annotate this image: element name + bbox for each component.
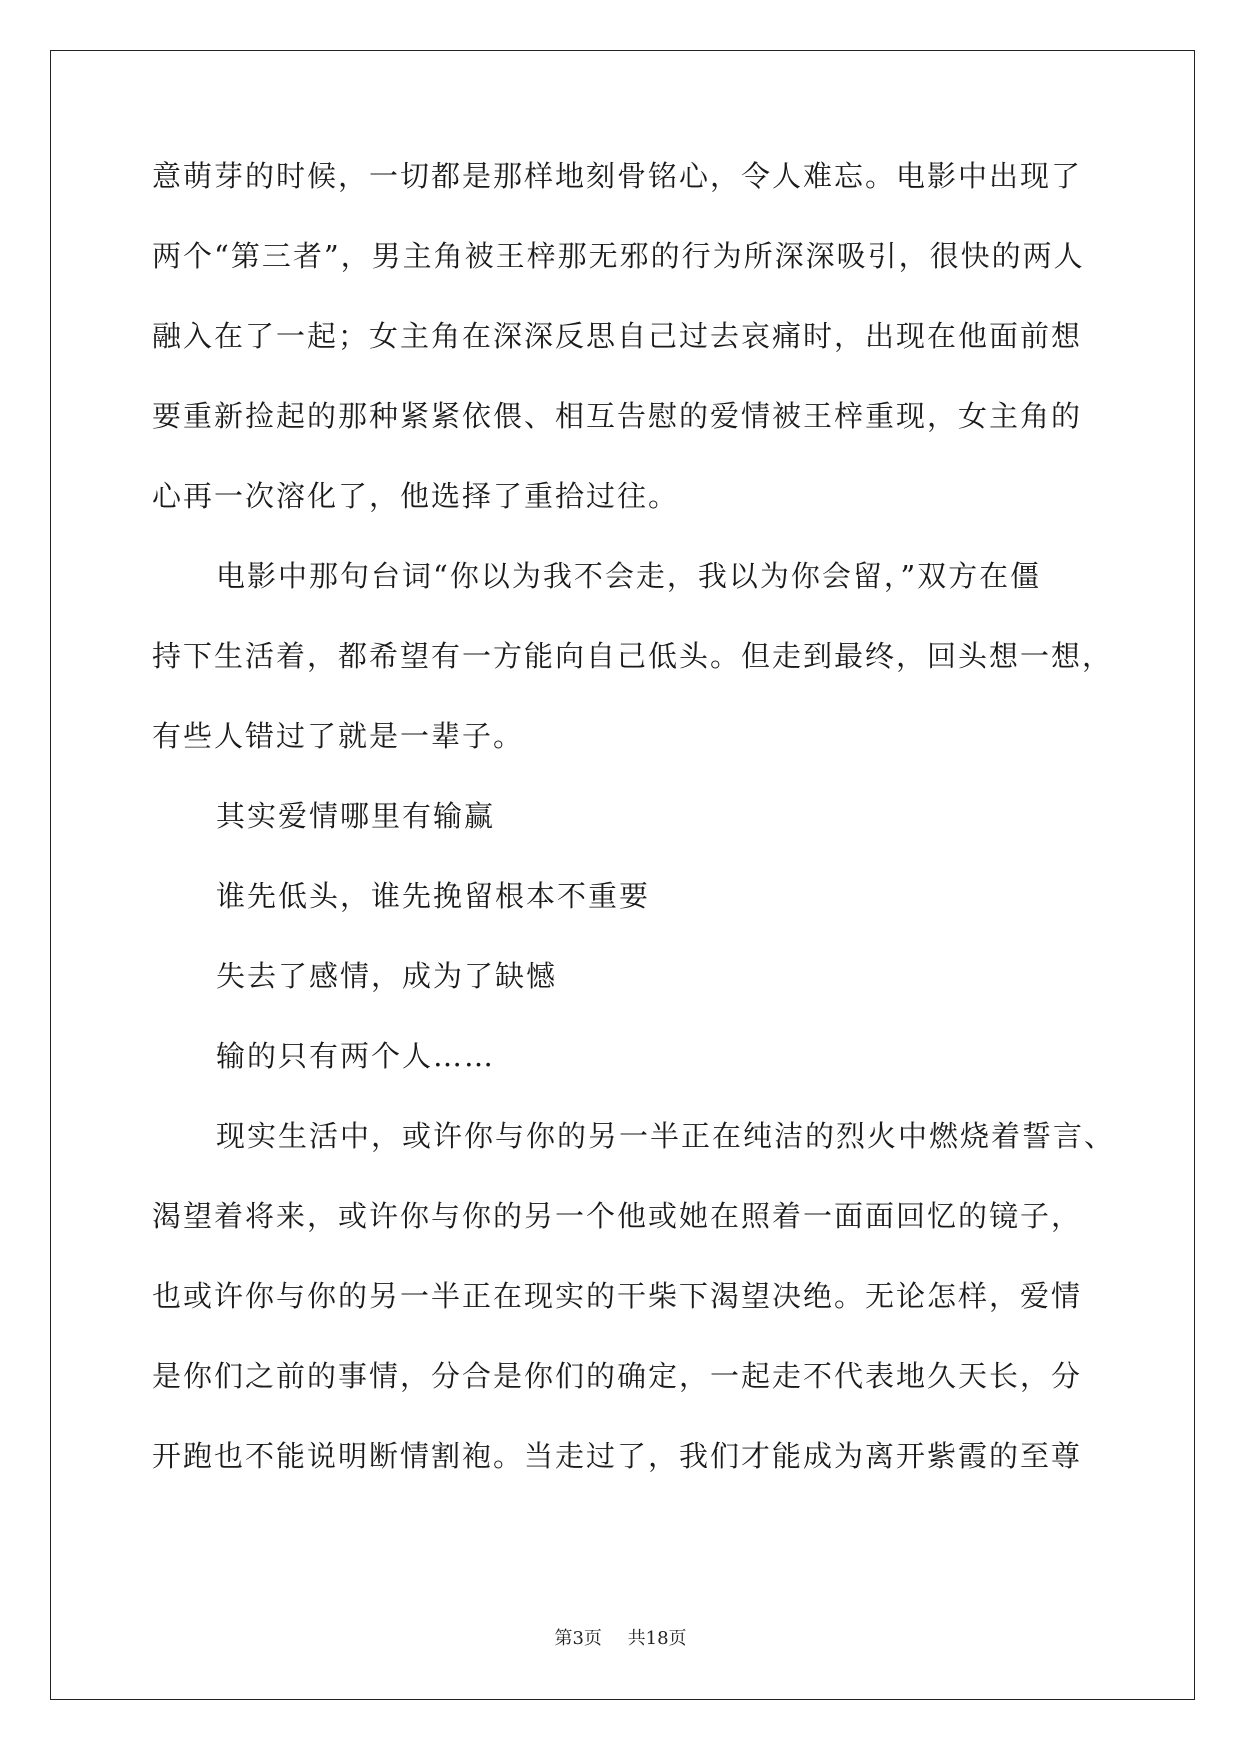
text-line: 意萌芽的时候，一切都是那样地刻骨铭心，令人难忘。电影中出现了 bbox=[152, 159, 1083, 193]
text-line: 也或许你与你的另一半正在现实的干柴下渴望决绝。无论怎样，爱情 bbox=[152, 1279, 1083, 1313]
text-line: 两个“第三者”，男主角被王梓那无邪的行为所深深吸引，很快的两人 bbox=[152, 239, 1085, 273]
poem-line: 谁先低头，谁先挽留根本不重要 bbox=[216, 879, 651, 913]
text-line: 要重新捡起的那种紧紧依偎、相互告慰的爱情被王梓重现，女主角的 bbox=[152, 399, 1083, 433]
text-line: 开跑也不能说明断情割袍。当走过了，我们才能成为离开紫霞的至尊 bbox=[152, 1439, 1083, 1473]
poem-line: 其实爱情哪里有输赢 bbox=[216, 799, 496, 833]
text-line: 融入在了一起；女主角在深深反思自己过去哀痛时，出现在他面前想 bbox=[152, 319, 1083, 353]
text-line: 渴望着将来，或许你与你的另一个他或她在照着一面面回忆的镜子， bbox=[152, 1199, 1083, 1233]
text-line: 有些人错过了就是一辈子。 bbox=[152, 719, 525, 753]
text-line: 电影中那句台词“你以为我不会走，我以为你会留，”双方在僵 bbox=[216, 559, 1042, 593]
poem-line: 输的只有两个人…… bbox=[216, 1039, 496, 1073]
text-line: 现实生活中，或许你与你的另一半正在纯洁的烈火中燃烧着誓言、 bbox=[216, 1119, 1116, 1153]
text-line: 是你们之前的事情，分合是你们的确定，一起走不代表地久天长，分 bbox=[152, 1359, 1083, 1393]
page-number: 第3页 bbox=[554, 1628, 602, 1649]
text-line: 心再一次溶化了，他选择了重拾过往。 bbox=[152, 479, 680, 513]
page-total: 共18页 bbox=[627, 1628, 687, 1649]
document-body bbox=[152, 156, 1116, 1516]
poem-line: 失去了感情，成为了缺憾 bbox=[216, 959, 558, 993]
page-footer bbox=[0, 1624, 1241, 1650]
text-line: 持下生活着，都希望有一方能向自己低头。但走到最终，回头想一想， bbox=[152, 639, 1114, 673]
